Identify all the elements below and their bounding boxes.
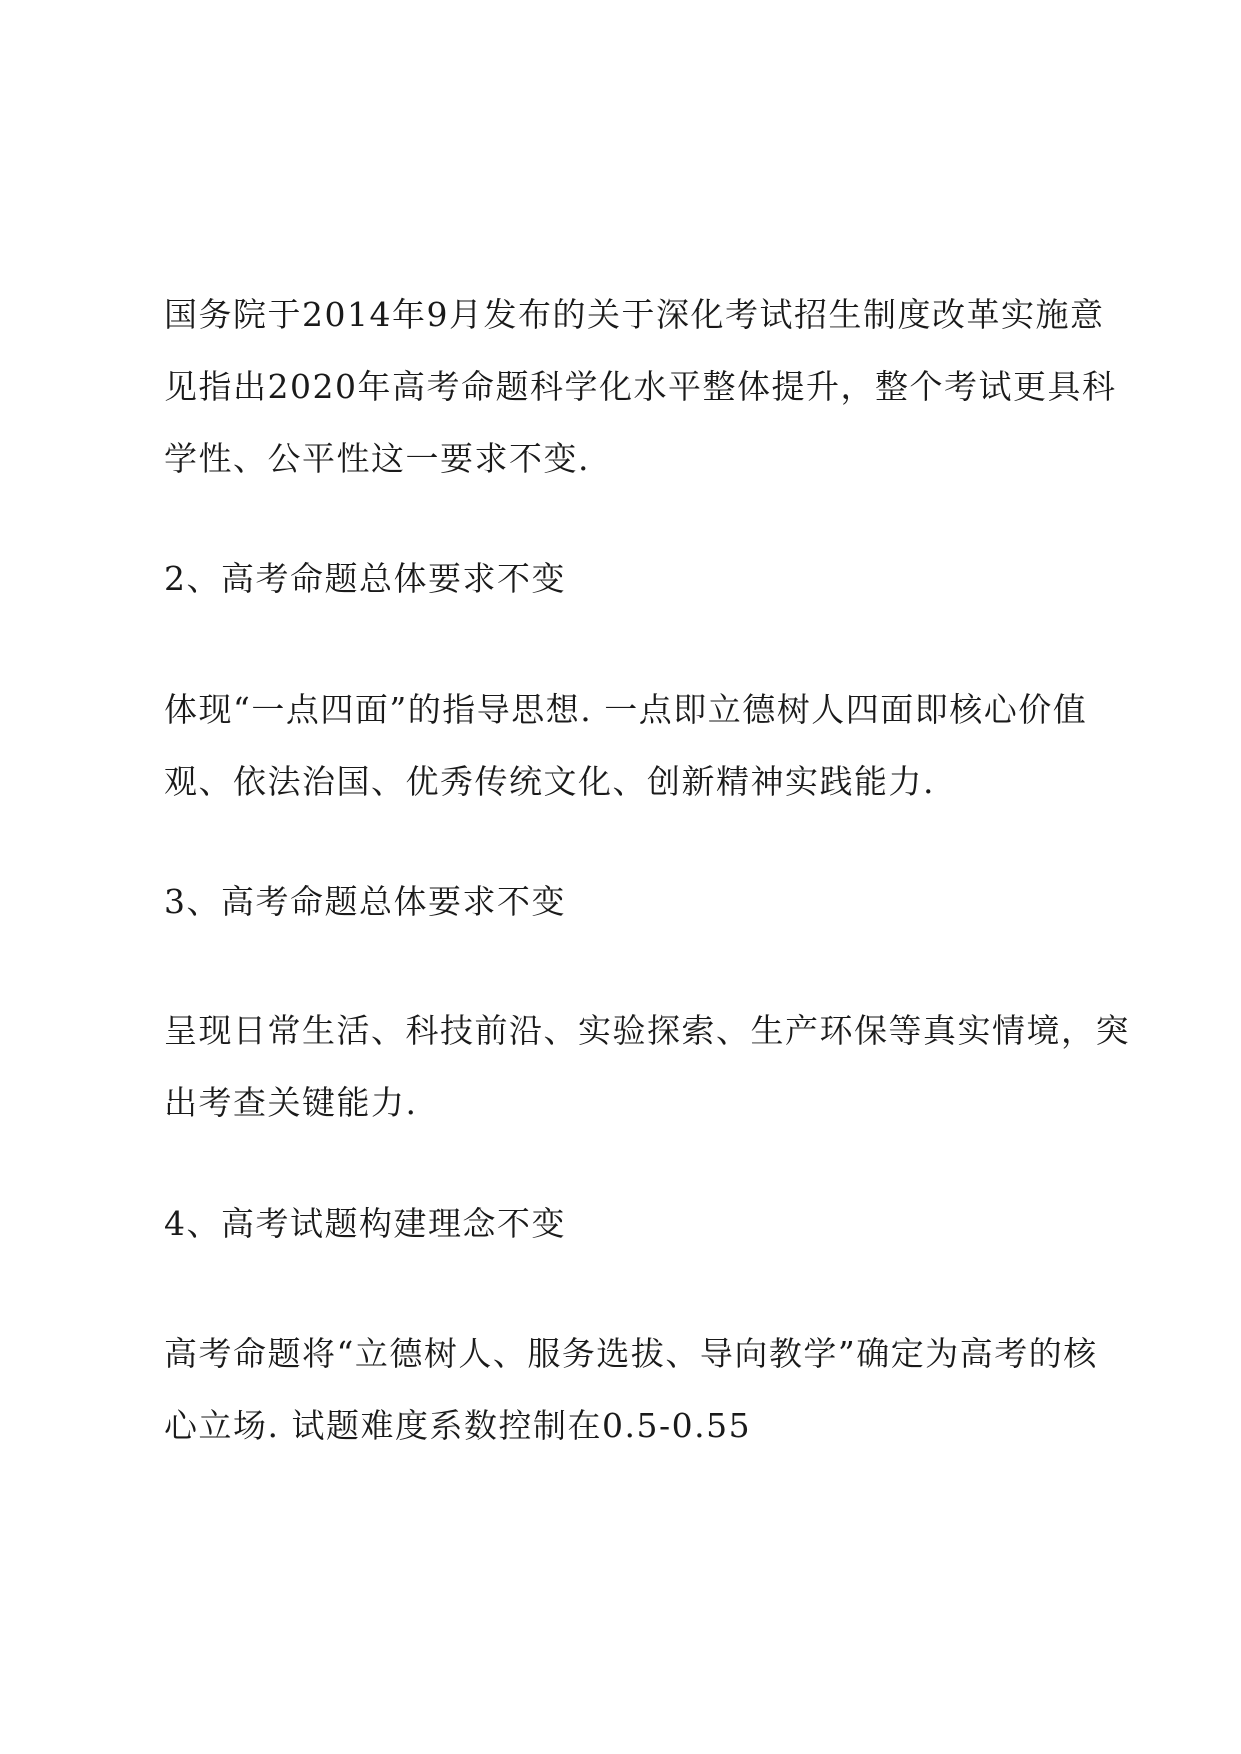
paragraph-line: 呈现日常生活、科技前沿、实验探索、生产环保等真实情境，突 <box>164 1011 1130 1050</box>
section-heading-4: 4、高考试题构建理念不变 <box>164 1204 566 1243</box>
paragraph-core-stance <box>164 1318 1098 1462</box>
paragraph-line: 见指出2020年高考命题科学化水平整体提升，整个考试更具科 <box>164 367 1117 406</box>
paragraph-guiding-thought <box>164 674 1094 818</box>
paragraph-line: 学性、公平性这一要求不变. <box>164 439 590 478</box>
paragraph-line: 观、依法治国、优秀传统文化、创新精神实践能力. <box>164 762 935 801</box>
paragraph-line: 国务院于2014年9月发布的关于深化考试招生制度改革实施意 <box>164 295 1105 334</box>
paragraph-real-situations <box>164 995 1130 1139</box>
paragraph-line: 出考查关键能力. <box>164 1083 418 1122</box>
paragraph-line: 体现“一点四面”的指导思想. 一点即立德树人四面即核心价值 <box>164 690 1088 729</box>
paragraph-reform-opinion <box>164 279 1117 495</box>
section-heading-2: 2、高考命题总体要求不变 <box>164 559 566 598</box>
paragraph-line: 高考命题将“立德树人、服务选拔、导向教学”确定为高考的核 <box>164 1334 1098 1373</box>
paragraph-line: 心立场. 试题难度系数控制在0.5-0.55 <box>164 1406 752 1445</box>
section-heading-3: 3、高考命题总体要求不变 <box>164 882 566 921</box>
